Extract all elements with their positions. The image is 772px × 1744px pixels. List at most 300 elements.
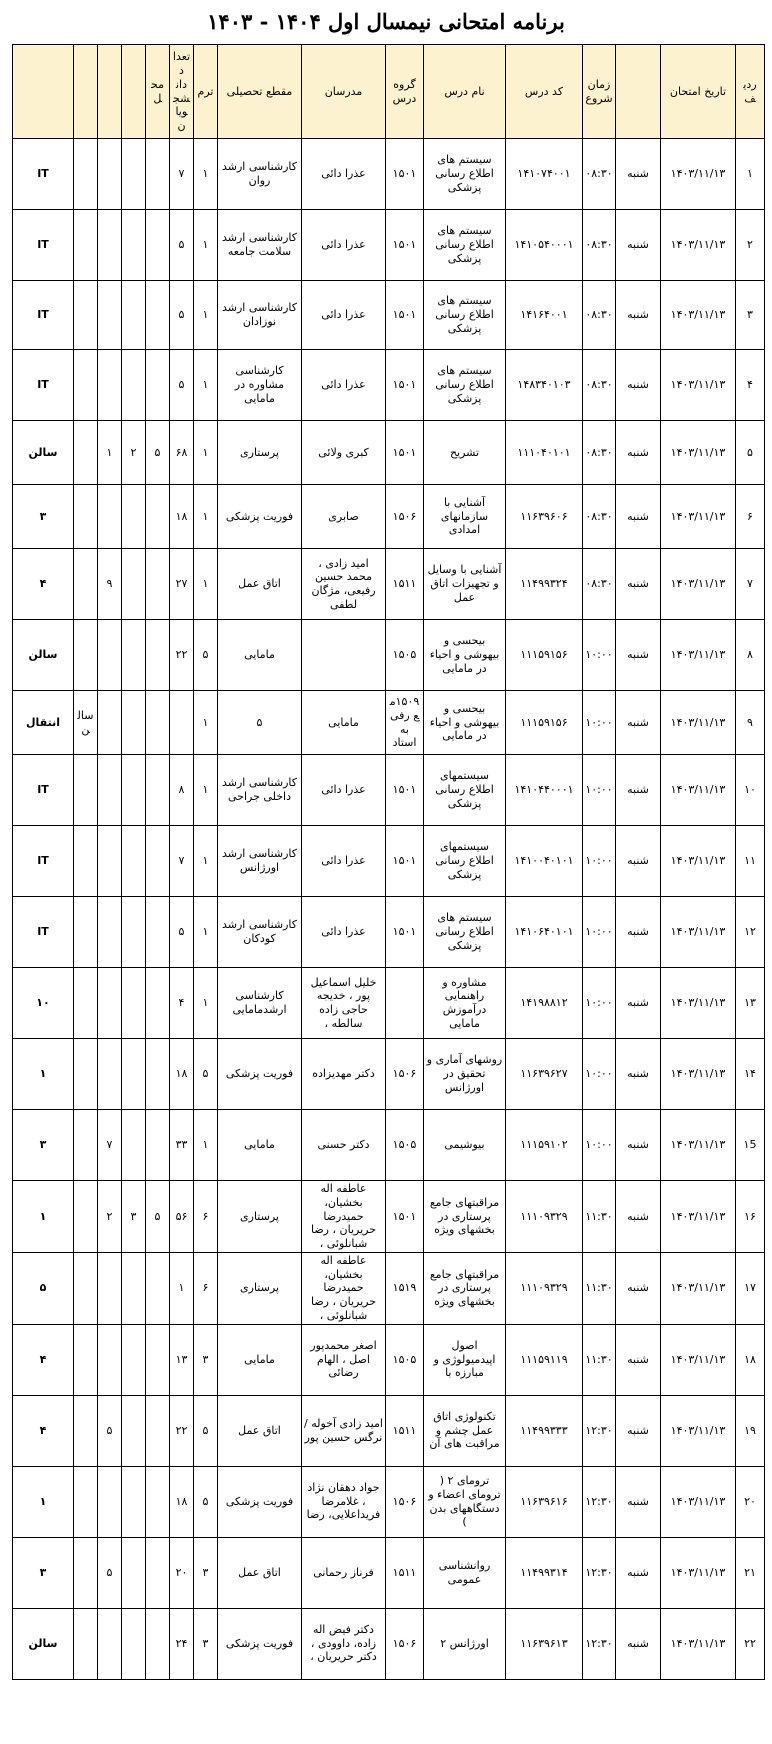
- room-count-c-cell: [74, 485, 98, 549]
- grade-level-cell: مامایی: [218, 1110, 302, 1181]
- room-count-a-cell: [122, 1324, 146, 1395]
- course-group-cell: ۱۵۰۱: [386, 350, 424, 421]
- room-count-b-cell: ۹: [98, 549, 122, 620]
- term-cell: ۵: [194, 1466, 218, 1537]
- instructors-cell: فرناز رحمانی: [302, 1537, 386, 1608]
- student-count-cell: ۵: [170, 350, 194, 421]
- start-time-cell: ۱۱:۳۰: [583, 1324, 616, 1395]
- room-cell: IT: [13, 350, 74, 421]
- course-code-cell: ۱۱۴۹۹۳۳۳: [506, 1395, 583, 1466]
- room-count-c-cell: [74, 281, 98, 350]
- instructors-cell: عذرا دائی: [302, 281, 386, 350]
- room-count-b-cell: [98, 755, 122, 826]
- table-row: [13, 421, 765, 485]
- course-group-cell: ۱۵۰۵: [386, 620, 424, 691]
- exam-date-cell: ۱۴۰۳/۱۱/۱۳: [661, 1181, 736, 1253]
- start-time-cell: ۰۸:۳۰: [583, 350, 616, 421]
- course-name-cell: سیستم های اطلاع رسانی پزشکی: [424, 139, 506, 210]
- room-count-b-cell: [98, 210, 122, 281]
- table-row: [13, 350, 765, 421]
- weekday-cell: شنبه: [616, 281, 661, 350]
- student-count-cell: ۲۷: [170, 549, 194, 620]
- start-time-cell: ۱۰:۰۰: [583, 755, 616, 826]
- room-cell: ۳: [13, 1110, 74, 1181]
- location-cell: [146, 1466, 170, 1537]
- start-time-cell: ۰۸:۳۰: [583, 139, 616, 210]
- grade-level-cell: اتاق عمل: [218, 1395, 302, 1466]
- course-name-cell: مراقبتهای جامع پرستاری در بخشهای ویژه: [424, 1181, 506, 1253]
- room-cell: سالن: [13, 620, 74, 691]
- grade-level-cell: کارشناسی مشاوره در مامایی: [218, 350, 302, 421]
- term-cell: ۱: [194, 1110, 218, 1181]
- weekday-cell: شنبه: [616, 968, 661, 1039]
- start-time-cell: ۰۸:۳۰: [583, 210, 616, 281]
- term-cell: ۳: [194, 1537, 218, 1608]
- instructors-cell: دکتر مهدیزاده: [302, 1039, 386, 1110]
- room-count-c-cell: [74, 755, 98, 826]
- table-row: [13, 897, 765, 968]
- course-group-cell: ۱۵۰۱: [386, 826, 424, 897]
- course-group-cell: [386, 968, 424, 1039]
- column-header: [98, 45, 122, 139]
- grade-level-cell: فوریت پزشکی: [218, 1039, 302, 1110]
- location-cell: ۵: [146, 421, 170, 485]
- term-cell: ۱: [194, 549, 218, 620]
- course-name-cell: اصول اپیدمیولوژی و مبارزه با: [424, 1324, 506, 1395]
- course-group-cell: ۱۵۰۱: [386, 139, 424, 210]
- course-group-cell: ۱۵۰۵: [386, 1110, 424, 1181]
- exam-date-cell: ۱۴۰۳/۱۱/۱۳: [661, 1466, 736, 1537]
- location-cell: [146, 350, 170, 421]
- instructors-cell: عذرا دائی: [302, 826, 386, 897]
- room-count-a-cell: [122, 755, 146, 826]
- room-count-a-cell: [122, 1110, 146, 1181]
- term-cell: ۱: [194, 691, 218, 755]
- instructors-cell: [302, 620, 386, 691]
- course-code-cell: ۱۱۱۵۹۱۵۶: [506, 691, 583, 755]
- instructors-cell: عذرا دائی: [302, 755, 386, 826]
- location-cell: [146, 1110, 170, 1181]
- column-header: زمان شروع: [583, 45, 616, 139]
- weekday-cell: شنبه: [616, 620, 661, 691]
- instructors-cell: عاطفه اله بخشیان، حمیدرضا حریریان ، رضا شبانلوئی ،: [302, 1252, 386, 1324]
- row-number-cell: ۱5: [736, 1110, 765, 1181]
- start-time-cell: ۱۰:۰۰: [583, 691, 616, 755]
- room-count-a-cell: [122, 210, 146, 281]
- room-count-b-cell: ۱: [98, 421, 122, 485]
- course-group-cell: ۱۵۰۱: [386, 210, 424, 281]
- room-count-a-cell: [122, 968, 146, 1039]
- room-cell: IT: [13, 755, 74, 826]
- room-count-b-cell: [98, 1608, 122, 1679]
- course-code-cell: ۱۱۱۵۹۱۱۹: [506, 1324, 583, 1395]
- room-count-c-cell: [74, 1324, 98, 1395]
- exam-schedule-table: [12, 44, 765, 1680]
- course-group-cell: ۱۵۰۹مع رفی به استاد: [386, 691, 424, 755]
- location-cell: [146, 1039, 170, 1110]
- table-row: [13, 139, 765, 210]
- course-code-cell: ۱۴۱۰۴۴۰۰۰۱: [506, 755, 583, 826]
- course-code-cell: ۱۴۱۹۸۸۱۲: [506, 968, 583, 1039]
- weekday-cell: شنبه: [616, 897, 661, 968]
- start-time-cell: ۰۸:۳۰: [583, 281, 616, 350]
- row-number-cell: ۵: [736, 421, 765, 485]
- room-count-b-cell: ۷: [98, 1110, 122, 1181]
- term-cell: ۶: [194, 1181, 218, 1253]
- room-count-a-cell: [122, 1608, 146, 1679]
- course-group-cell: ۱۵۰۵: [386, 1324, 424, 1395]
- course-code-cell: ۱۴۱۰۷۴۰۰۱: [506, 139, 583, 210]
- room-count-a-cell: [122, 1252, 146, 1324]
- row-number-cell: ۱۱: [736, 826, 765, 897]
- term-cell: ۱: [194, 350, 218, 421]
- column-header: مقطع تحصیلی: [218, 45, 302, 139]
- weekday-cell: شنبه: [616, 1537, 661, 1608]
- exam-date-cell: ۱۴۰۳/۱۱/۱۳: [661, 1110, 736, 1181]
- row-number-cell: ۱۲: [736, 897, 765, 968]
- row-number-cell: ۸: [736, 620, 765, 691]
- weekday-cell: شنبه: [616, 1395, 661, 1466]
- room-count-a-cell: ۲: [122, 421, 146, 485]
- student-count-cell: ۲۰: [170, 1537, 194, 1608]
- student-count-cell: ۷: [170, 826, 194, 897]
- instructors-cell: امید زادی آخوله /نرگس حسین پور: [302, 1395, 386, 1466]
- room-count-b-cell: [98, 281, 122, 350]
- course-code-cell: ۱۴۱۰۶۴۰۱۰۱: [506, 897, 583, 968]
- room-count-a-cell: [122, 1395, 146, 1466]
- grade-level-cell: ۵: [218, 691, 302, 755]
- room-count-b-cell: [98, 826, 122, 897]
- weekday-cell: شنبه: [616, 350, 661, 421]
- start-time-cell: ۱۰:۰۰: [583, 620, 616, 691]
- row-number-cell: ۱: [736, 139, 765, 210]
- student-count-cell: ۴: [170, 968, 194, 1039]
- course-code-cell: ۱۴۱۶۴۰۰۱: [506, 281, 583, 350]
- room-count-b-cell: [98, 897, 122, 968]
- room-count-b-cell: [98, 1039, 122, 1110]
- course-name-cell: مشاوره و راهنمایی درآموزش مامایی: [424, 968, 506, 1039]
- room-cell: ۱۰: [13, 968, 74, 1039]
- room-cell: ۴: [13, 549, 74, 620]
- location-cell: [146, 1395, 170, 1466]
- table-body: [13, 139, 765, 1680]
- location-cell: [146, 1324, 170, 1395]
- term-cell: ۱: [194, 210, 218, 281]
- exam-date-cell: ۱۴۰۳/۱۱/۱۳: [661, 1395, 736, 1466]
- room-count-b-cell: [98, 350, 122, 421]
- weekday-cell: شنبه: [616, 1252, 661, 1324]
- column-header: [122, 45, 146, 139]
- row-number-cell: ۲: [736, 210, 765, 281]
- room-cell: ۱: [13, 1181, 74, 1253]
- weekday-cell: شنبه: [616, 1324, 661, 1395]
- instructors-cell: عاطفه اله بخشیان، حمیدرضا حریریان ، رضا شبانلوئی ،: [302, 1181, 386, 1253]
- room-count-c-cell: [74, 210, 98, 281]
- course-group-cell: ۱۵۱۱: [386, 549, 424, 620]
- room-count-a-cell: [122, 1537, 146, 1608]
- course-code-cell: ۱۴۱۰۵۴۰۰۰۱: [506, 210, 583, 281]
- table-row: [13, 1466, 765, 1537]
- table-row: [13, 968, 765, 1039]
- table-header-row: [13, 45, 765, 139]
- exam-date-cell: ۱۴۰۳/۱۱/۱۳: [661, 755, 736, 826]
- room-count-a-cell: [122, 1039, 146, 1110]
- instructors-cell: اصغر محمدپور اصل ، الهام رضائی: [302, 1324, 386, 1395]
- student-count-cell: ۱۳: [170, 1324, 194, 1395]
- grade-level-cell: کارشناسی ارشدمامایی: [218, 968, 302, 1039]
- course-name-cell: آشنایی با وسایل و تجهیزات اتاق عمل: [424, 549, 506, 620]
- weekday-cell: شنبه: [616, 1110, 661, 1181]
- course-group-cell: ۱۵۱۹: [386, 1252, 424, 1324]
- student-count-cell: ۱۸: [170, 1039, 194, 1110]
- table-row: [13, 1608, 765, 1679]
- term-cell: ۱: [194, 139, 218, 210]
- student-count-cell: ۲۲: [170, 620, 194, 691]
- start-time-cell: ۱۲:۳۰: [583, 1537, 616, 1608]
- room-count-a-cell: [122, 549, 146, 620]
- student-count-cell: ۱۸: [170, 1466, 194, 1537]
- student-count-cell: ۵: [170, 897, 194, 968]
- column-header: [13, 45, 74, 139]
- weekday-cell: شنبه: [616, 1608, 661, 1679]
- room-cell: IT: [13, 897, 74, 968]
- weekday-cell: شنبه: [616, 210, 661, 281]
- exam-date-cell: ۱۴۰۳/۱۱/۱۳: [661, 549, 736, 620]
- term-cell: ۱: [194, 755, 218, 826]
- course-group-cell: ۱۵۰۱: [386, 755, 424, 826]
- row-number-cell: ۲۱: [736, 1537, 765, 1608]
- term-cell: ۳: [194, 1608, 218, 1679]
- student-count-cell: ۷: [170, 139, 194, 210]
- grade-level-cell: کارشناسی ارشد سلامت جامعه: [218, 210, 302, 281]
- course-code-cell: ۱۱۶۳۹۶۱۶: [506, 1466, 583, 1537]
- grade-level-cell: مامایی: [218, 620, 302, 691]
- room-count-c-cell: [74, 897, 98, 968]
- start-time-cell: ۱۱:۳۰: [583, 1181, 616, 1253]
- course-name-cell: روانشناسی عمومی: [424, 1537, 506, 1608]
- instructors-cell: صابری: [302, 485, 386, 549]
- exam-date-cell: ۱۴۰۳/۱۱/۱۳: [661, 281, 736, 350]
- student-count-cell: ۵: [170, 210, 194, 281]
- room-count-c-cell: [74, 139, 98, 210]
- weekday-cell: شنبه: [616, 1181, 661, 1253]
- room-count-c-cell: [74, 1537, 98, 1608]
- term-cell: ۱: [194, 281, 218, 350]
- term-cell: ۱: [194, 826, 218, 897]
- room-count-c-cell: [74, 620, 98, 691]
- table-row: [13, 1181, 765, 1253]
- room-count-c-cell: [74, 350, 98, 421]
- location-cell: ۵: [146, 1181, 170, 1253]
- room-count-b-cell: [98, 139, 122, 210]
- exam-date-cell: ۱۴۰۳/۱۱/۱۳: [661, 968, 736, 1039]
- room-count-a-cell: [122, 350, 146, 421]
- course-code-cell: ۱۱۶۳۹۶۰۶: [506, 485, 583, 549]
- location-cell: [146, 281, 170, 350]
- exam-date-cell: ۱۴۰۳/۱۱/۱۳: [661, 897, 736, 968]
- row-number-cell: ۱۸: [736, 1324, 765, 1395]
- room-cell: انتقال: [13, 691, 74, 755]
- page-title: برنامه امتحانی نیمسال اول ۱۴۰۴ - ۱۴۰۳: [207, 9, 565, 34]
- column-header: تعداد دانشجویان: [170, 45, 194, 139]
- exam-date-cell: ۱۴۰۳/۱۱/۱۳: [661, 1324, 736, 1395]
- term-cell: ۱: [194, 968, 218, 1039]
- location-cell: [146, 620, 170, 691]
- room-count-a-cell: [122, 826, 146, 897]
- grade-level-cell: کارشناسی ارشد روان: [218, 139, 302, 210]
- room-cell: ۳: [13, 1537, 74, 1608]
- column-header: گروه درس: [386, 45, 424, 139]
- course-group-cell: ۱۵۰۱: [386, 1181, 424, 1253]
- column-header: نام درس: [424, 45, 506, 139]
- course-name-cell: تکنولوژی اتاق عمل چشم و مراقبت های آن: [424, 1395, 506, 1466]
- instructors-cell: عذرا دائی: [302, 897, 386, 968]
- instructors-cell: دکتر فیض اله زاده، داوودی ، دکتر حریریان ،: [302, 1608, 386, 1679]
- student-count-cell: ۱۸: [170, 485, 194, 549]
- course-code-cell: ۱۴۱۰۰۴۰۱۰۱: [506, 826, 583, 897]
- room-count-c-cell: [74, 1110, 98, 1181]
- grade-level-cell: اتاق عمل: [218, 549, 302, 620]
- instructors-cell: خلیل اسماعیل پور ، خدیجه حاجی زاده سالطه ،: [302, 968, 386, 1039]
- grade-level-cell: مامایی: [218, 1324, 302, 1395]
- table-row: [13, 210, 765, 281]
- room-count-b-cell: [98, 485, 122, 549]
- term-cell: ۱: [194, 485, 218, 549]
- course-name-cell: سیستمهای اطلاع رسانی پزشکی: [424, 826, 506, 897]
- course-group-cell: ۱۵۰۱: [386, 897, 424, 968]
- student-count-cell: ۸: [170, 755, 194, 826]
- location-cell: [146, 826, 170, 897]
- room-count-c-cell: سالن: [74, 691, 98, 755]
- course-name-cell: مراقبتهای جامع پرستاری در بخشهای ویژه: [424, 1252, 506, 1324]
- grade-level-cell: پرستاری: [218, 1181, 302, 1253]
- term-cell: ۵: [194, 620, 218, 691]
- start-time-cell: ۱۱:۳۰: [583, 1252, 616, 1324]
- room-count-c-cell: [74, 549, 98, 620]
- grade-level-cell: پرستاری: [218, 1252, 302, 1324]
- student-count-cell: ۵۶: [170, 1181, 194, 1253]
- term-cell: ۵: [194, 1039, 218, 1110]
- exam-date-cell: ۱۴۰۳/۱۱/۱۳: [661, 826, 736, 897]
- table-row: [13, 1110, 765, 1181]
- weekday-cell: شنبه: [616, 691, 661, 755]
- row-number-cell: ۷: [736, 549, 765, 620]
- grade-level-cell: پرستاری: [218, 421, 302, 485]
- table-row: [13, 826, 765, 897]
- start-time-cell: ۱۰:۰۰: [583, 968, 616, 1039]
- column-header: کد درس: [506, 45, 583, 139]
- location-cell: [146, 1608, 170, 1679]
- room-cell: IT: [13, 826, 74, 897]
- weekday-cell: شنبه: [616, 1039, 661, 1110]
- table-row: [13, 281, 765, 350]
- location-cell: [146, 968, 170, 1039]
- location-cell: [146, 1537, 170, 1608]
- table-row: [13, 620, 765, 691]
- start-time-cell: ۱۰:۰۰: [583, 1039, 616, 1110]
- table-row: [13, 691, 765, 755]
- weekday-cell: شنبه: [616, 826, 661, 897]
- course-name-cell: سیستمهای اطلاع رسانی پزشکی: [424, 755, 506, 826]
- grade-level-cell: فوریت پزشکی: [218, 1608, 302, 1679]
- start-time-cell: ۰۸:۳۰: [583, 421, 616, 485]
- course-name-cell: بیحسی و بیهوشی و احیاء در مامایی: [424, 691, 506, 755]
- table-row: [13, 1395, 765, 1466]
- room-count-b-cell: [98, 691, 122, 755]
- room-count-b-cell: [98, 1252, 122, 1324]
- course-name-cell: ترومای ۲ ( ترومای اعضاء و دستگاههای بدن ): [424, 1466, 506, 1537]
- table-row: [13, 1039, 765, 1110]
- grade-level-cell: فوریت پزشکی: [218, 1466, 302, 1537]
- course-name-cell: بیوشیمی: [424, 1110, 506, 1181]
- column-header: ترم: [194, 45, 218, 139]
- location-cell: [146, 1252, 170, 1324]
- room-cell: ۵: [13, 1252, 74, 1324]
- instructors-cell: عذرا دائی: [302, 139, 386, 210]
- column-header: مدرسان: [302, 45, 386, 139]
- course-code-cell: ۱۱۱۵۹۱۵۶: [506, 620, 583, 691]
- student-count-cell: ۲۲: [170, 1395, 194, 1466]
- room-count-b-cell: ۲: [98, 1181, 122, 1253]
- student-count-cell: ۲۴: [170, 1608, 194, 1679]
- table-row: [13, 485, 765, 549]
- weekday-cell: شنبه: [616, 755, 661, 826]
- room-count-a-cell: [122, 691, 146, 755]
- course-name-cell: روشهای آماری و تحقیق در اورژانس: [424, 1039, 506, 1110]
- course-name-cell: سیستم های اطلاع رسانی پزشکی: [424, 281, 506, 350]
- start-time-cell: ۱۲:۳۰: [583, 1395, 616, 1466]
- room-count-a-cell: [122, 485, 146, 549]
- room-count-c-cell: [74, 1608, 98, 1679]
- start-time-cell: ۰۸:۳۰: [583, 485, 616, 549]
- course-group-cell: ۱۵۰۶: [386, 1466, 424, 1537]
- table-row: [13, 1537, 765, 1608]
- room-count-b-cell: [98, 620, 122, 691]
- room-cell: IT: [13, 139, 74, 210]
- course-group-cell: ۱۵۰۱: [386, 421, 424, 485]
- grade-level-cell: کارشناسی ارشد کودکان: [218, 897, 302, 968]
- row-number-cell: ۴: [736, 350, 765, 421]
- course-code-cell: ۱۱۴۹۹۳۱۴: [506, 1537, 583, 1608]
- row-number-cell: ۱۶: [736, 1181, 765, 1253]
- column-header: محل: [146, 45, 170, 139]
- room-count-c-cell: [74, 1466, 98, 1537]
- exam-date-cell: ۱۴۰۳/۱۱/۱۳: [661, 1252, 736, 1324]
- grade-level-cell: کارشناسی ارشد نوزادان: [218, 281, 302, 350]
- course-code-cell: ۱۱۶۳۹۶۱۳: [506, 1608, 583, 1679]
- row-number-cell: ۱۰: [736, 755, 765, 826]
- room-count-a-cell: ۳: [122, 1181, 146, 1253]
- location-cell: [146, 210, 170, 281]
- course-code-cell: ۱۱۴۹۹۳۲۴: [506, 549, 583, 620]
- table-row: [13, 549, 765, 620]
- course-code-cell: ۱۱۶۳۹۶۲۷: [506, 1039, 583, 1110]
- grade-level-cell: کارشناسی ارشد داخلی جراحی: [218, 755, 302, 826]
- start-time-cell: ۰۸:۳۰: [583, 549, 616, 620]
- room-count-c-cell: [74, 1395, 98, 1466]
- grade-level-cell: فوریت پزشکی: [218, 485, 302, 549]
- course-code-cell: ۱۱۱۵۹۱۰۲: [506, 1110, 583, 1181]
- table-row: [13, 1324, 765, 1395]
- student-count-cell: ۳۳: [170, 1110, 194, 1181]
- row-number-cell: ۱۳: [736, 968, 765, 1039]
- location-cell: [146, 897, 170, 968]
- start-time-cell: ۱۲:۳۰: [583, 1608, 616, 1679]
- course-name-cell: بیحسی و بیهوشی و احیاء در مامایی: [424, 620, 506, 691]
- room-count-b-cell: ۵: [98, 1537, 122, 1608]
- instructors-cell: دکتر حسنی: [302, 1110, 386, 1181]
- instructors-cell: عذرا دائی: [302, 210, 386, 281]
